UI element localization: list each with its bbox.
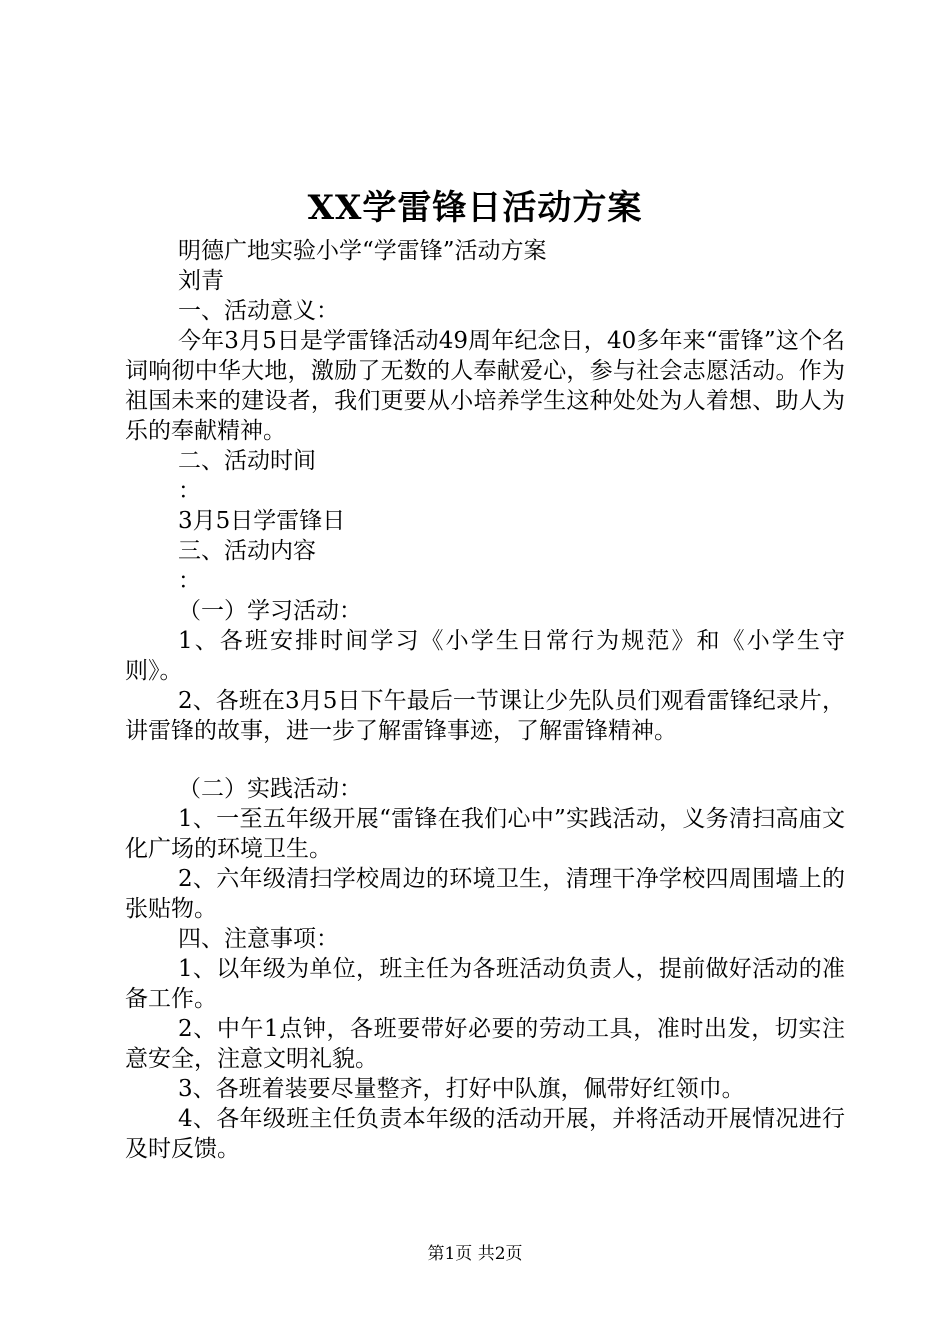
paragraph-practice-2: 2、六年级清扫学校周边的环境卫生，清理干净学校四周围墙上的张贴物。 xyxy=(125,866,845,922)
paragraph-time: 3月5日学雷锋日 xyxy=(178,508,346,534)
colon-line-content: ： xyxy=(178,568,201,594)
paragraph-study-1: 1、各班安排时间学习《小学生日常行为规范》和《小学生守则》。 xyxy=(125,628,845,684)
page-number-footer: 第1页 共2页 xyxy=(427,1244,523,1264)
paragraph-study-2: 2、各班在3月5日下午最后一节课让少先队员们观看雷锋纪录片，讲雷锋的故事，进一步了解雷锋事迹，了解雷锋精神。 xyxy=(125,688,845,744)
paragraph-purpose: 今年3月5日是学雷锋活动49周年纪念日，40多年来“雷锋”这个名词响彻中华大地，激励了无数的人奉献爱心，参与社会志愿活动。作为祖国未来的建设者，我们更要从小培养学生这种处处为人着想、助人为乐的奉献精神。 xyxy=(125,328,845,444)
paragraph-notes-3: 3、各班着装要尽量整齐，打好中队旗，佩带好红领巾。 xyxy=(178,1076,745,1102)
paragraph-notes-4: 4、各年级班主任负责本年级的活动开展，并将活动开展情况进行及时反馈。 xyxy=(125,1106,845,1162)
paragraph-author: 刘青 xyxy=(178,268,224,294)
heading-time: 二、活动时间 xyxy=(178,448,316,474)
colon-line-time: ： xyxy=(178,478,201,504)
subheading-study: （一）学习活动： xyxy=(178,598,362,624)
subheading-practice: （二）实践活动： xyxy=(178,776,362,802)
heading-content: 三、活动内容 xyxy=(178,538,316,564)
heading-notes: 四、注意事项： xyxy=(178,926,339,952)
document-title: XX学雷锋日活动方案 xyxy=(307,188,643,228)
paragraph-notes-2: 2、中午1点钟，各班要带好必要的劳动工具，准时出发，切实注意安全，注意文明礼貌。 xyxy=(125,1016,845,1072)
paragraph-subtitle: 明德广地实验小学“学雷锋”活动方案 xyxy=(178,238,547,264)
paragraph-practice-1: 1、一至五年级开展“雷锋在我们心中”实践活动，义务清扫高庙文化广场的环境卫生。 xyxy=(125,806,845,862)
document-body xyxy=(125,236,845,1164)
heading-purpose: 一、活动意义： xyxy=(178,298,339,324)
paragraph-notes-1: 1、以年级为单位，班主任为各班活动负责人，提前做好活动的准备工作。 xyxy=(125,956,845,1012)
